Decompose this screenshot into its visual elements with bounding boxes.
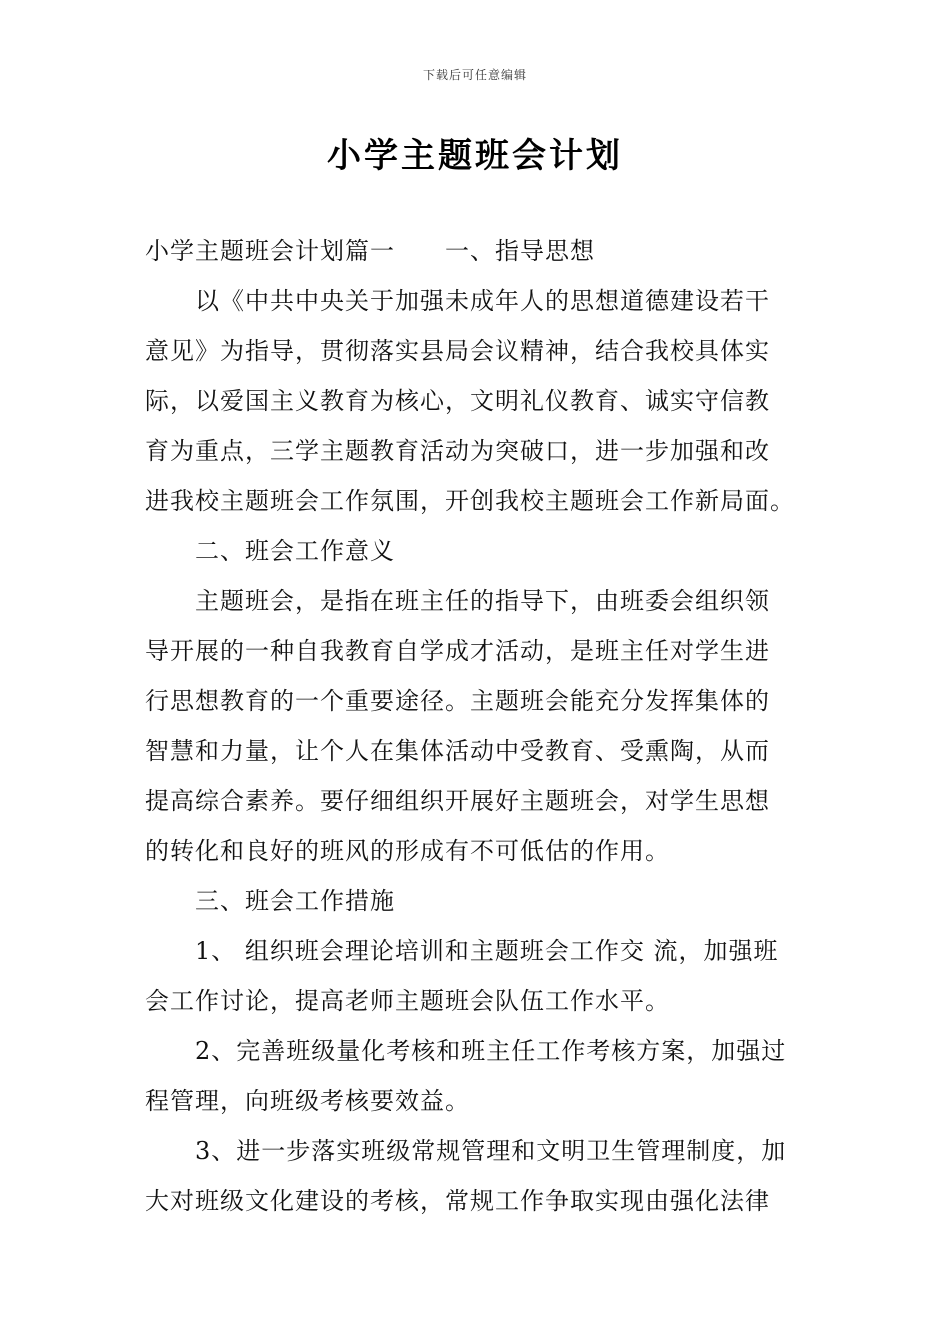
body-line: 提高综合素养。要仔细组织开展好主题班会，对学生思想	[145, 787, 770, 815]
body-line: 的转化和良好的班风的形成有不可低估的作用。	[145, 837, 670, 865]
list-item-line: 会工作讨论，提高老师主题班会队伍工作水平。	[145, 987, 670, 1015]
section-heading: 三、班会工作措施	[145, 887, 395, 915]
section-heading: 二、班会工作意义	[145, 537, 395, 565]
header-note: 下载后可任意编辑	[422, 68, 527, 82]
list-item-line: 3、进一步落实班级常规管理和文明卫生管理制度，加	[145, 1137, 787, 1165]
body-line: 主题班会，是指在班主任的指导下，由班委会组织领	[145, 587, 770, 615]
list-item-line: 程管理，向班级考核要效益。	[145, 1087, 470, 1115]
body-line: 行思想教育的一个重要途径。主题班会能充分发挥集体的	[145, 687, 770, 715]
body-line: 育为重点，三学主题教育活动为突破口，进一步加强和改	[145, 437, 770, 465]
document-body	[145, 226, 807, 1226]
body-line: 智慧和力量，让个人在集体活动中受教育、受熏陶，从而	[145, 737, 770, 765]
list-item-line: 1、 组织班会理论培训和主题班会工作交 流，加强班	[145, 937, 779, 965]
list-item-line: 大对班级文化建设的考核，常规工作争取实现由强化法律	[145, 1187, 770, 1215]
document-title: 小学主题班会计划	[327, 136, 623, 176]
list-item-line: 2、完善班级量化考核和班主任工作考核方案，加强过	[145, 1037, 787, 1065]
body-line: 际，以爱国主义教育为核心，文明礼仪教育、诚实守信教	[145, 387, 770, 415]
body-line: 以《中共中央关于加强未成年人的思想道德建设若干	[145, 287, 770, 315]
body-line: 导开展的一种自我教育自学成才活动，是班主任对学生进	[145, 637, 770, 665]
body-line: 意见》为指导，贯彻落实县局会议精神，结合我校具体实	[145, 337, 770, 365]
body-line: 进我校主题班会工作氛围，开创我校主题班会工作新局面。	[145, 487, 795, 515]
body-line-heading: 小学主题班会计划篇一 一、指导思想	[145, 237, 595, 265]
